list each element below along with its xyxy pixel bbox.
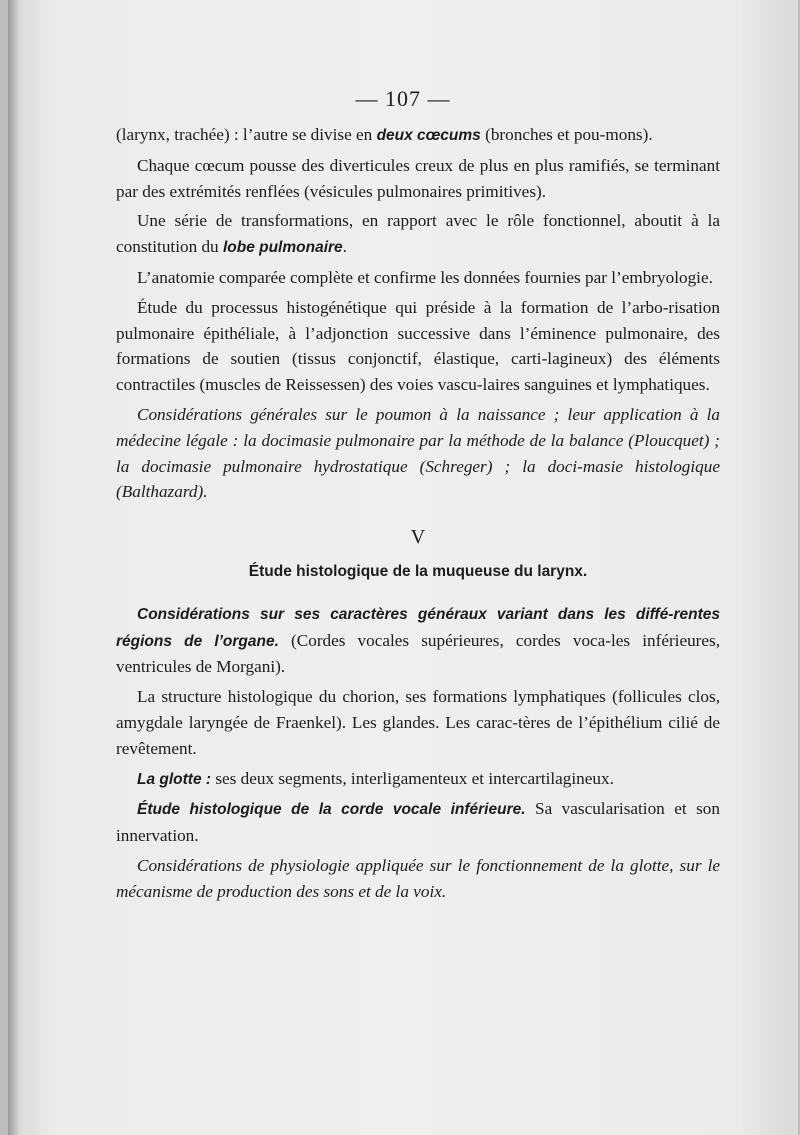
text-run: (bronches et pou-mons).: [480, 125, 653, 144]
text-run: Une série de transformations, en rapport avec le rôle fonctionnel, aboutit à la constitution du: [116, 211, 720, 257]
paragraph-processus: Étude du processus histogénétique qui préside à la formation de l’arbo-risation pulmonaire épithéliale, à l’adjonction successive dans l’éminence pulmonaire, des formations de soutien (tissus conjonctif, élastique, carti-lagineux) des éléments contractiles (muscles de Reissessen) des voies vascu-laires sanguines et lymphatiques.: [116, 297, 720, 395]
body-text: [116, 122, 720, 905]
paragraph-coecum: Chaque cœcum pousse des diverticules creux de plus en plus ramifiés, se terminant par des extrémités renflées (vésicules pulmonaires primitives).: [116, 155, 720, 201]
text-run: .: [342, 237, 347, 257]
document-page: [8, 0, 798, 1135]
paragraph-physiologie: Considérations de physiologie appliquée sur le fonctionnement de la glotte, sur le mécanisme de production des sons et de la voix.: [116, 855, 720, 901]
text-run: ses deux segments, interligamenteux et intercartilagineux.: [211, 768, 614, 788]
page-number: — 107 —: [355, 86, 451, 111]
paragraph-transformations: [116, 208, 720, 261]
paragraph-chorion: La structure histologique du chorion, ses formations lymphatiques (follicules clos, amygdale laryngée de Fraenkel). Les glandes. Les carac-tères de l’épithélium cilié de revêtement.: [116, 687, 720, 758]
text-run: (larynx, trachée) : l’autre se divise en: [116, 125, 377, 144]
paragraph-larynx: [116, 122, 720, 149]
emphasis-corde-vocale: Étude histologique de la corde vocale inférieure.: [137, 801, 526, 819]
paragraph-considerations-poumon: Considérations générales sur le poumon à la naissance ; leur application à la médecine légale : la docimasie pulmonaire par la méthode de la balance (Ploucquet) ; la docimasie pulmonaire hydrostatique (Schreger) ; la doci-masie histologique (Balthazard).: [116, 404, 720, 502]
emphasis-la-glotte: La glotte :: [137, 770, 212, 788]
paragraph-anatomie: L’anatomie comparée complète et confirme les données fournies par l’embryologie.: [137, 267, 713, 287]
text-run: (Cordes vocales supérieures, cordes voca-les inférieures, ventricules de Morgani).: [116, 630, 721, 677]
paragraph-caracteres: [116, 601, 720, 680]
section-title: Étude histologique de la muqueuse du larynx.: [248, 562, 588, 580]
text-run: Sa vascularisation et son innervation.: [116, 799, 720, 846]
section-numeral: V: [410, 526, 426, 549]
emphasis-deux-coecums: deux cœcums: [376, 127, 481, 144]
emphasis-considerations: Considérations sur ses caractères généraux variant dans les diffé-rentes régions de l’organe.: [116, 605, 720, 650]
paragraph-glotte: [116, 766, 720, 793]
paragraph-corde-vocale: [116, 796, 720, 849]
emphasis-lobe-pulmonaire: lobe pulmonaire: [222, 239, 343, 257]
